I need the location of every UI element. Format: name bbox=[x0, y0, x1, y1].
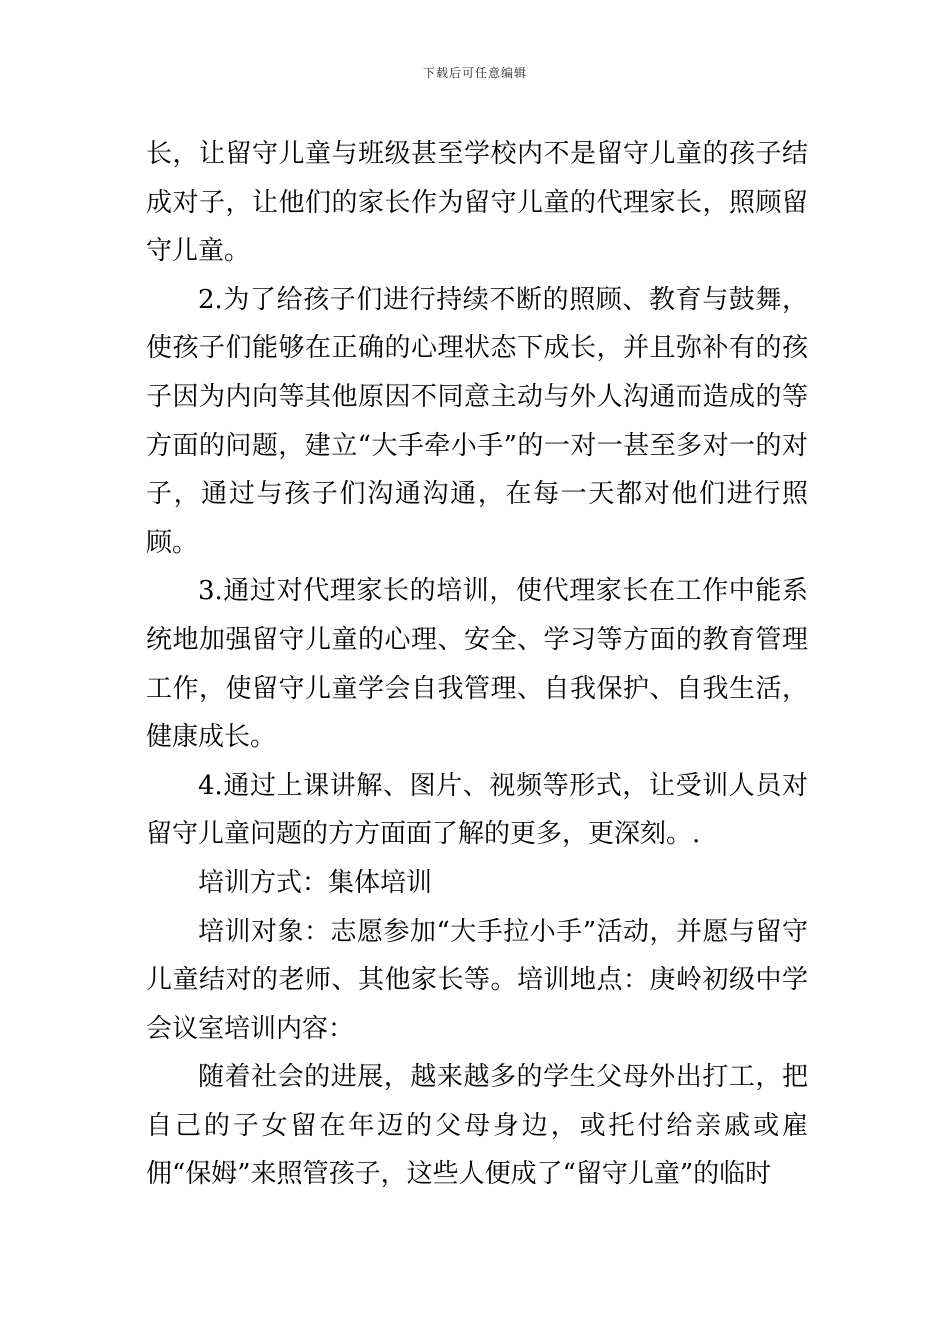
paragraph: 2.为了给孩子们进行持续不断的照顾、教育与鼓舞，使孩子们能够在正确的心理状态下成长，并且弥补有的孩子因为内向等其他原因不同意主动与外人沟通而造成的等方面的问题，建立“大手牵小手”的一对一甚至多对一的对子，通过与孩子们沟通沟通，在每一天都对他们进行照顾。 bbox=[146, 284, 808, 558]
paragraph: 培训方式：集体培训 bbox=[198, 867, 433, 898]
page-header: 下载后可任意编辑 bbox=[422, 66, 527, 80]
document-body bbox=[146, 130, 808, 1199]
paragraph: 随着社会的进展，越来越多的学生父母外出打工，把自己的子女留在年迈的父母身边，或托付给亲戚或雇佣“保姆”来照管孩子，这些人便成了“留守儿童”的临时 bbox=[146, 1062, 808, 1190]
paragraph: 长，让留守儿童与班级甚至学校内不是留守儿童的孩子结成对子，让他们的家长作为留守儿童的代理家长，照顾留守儿童。 bbox=[146, 139, 808, 267]
paragraph: 4.通过上课讲解、图片、视频等形式，让受训人员对留守儿童问题的方方面面了解的更多，更深刻。. bbox=[146, 770, 808, 850]
paragraph: 培训对象：志愿参加“大手拉小手”活动，并愿与留守儿童结对的老师、其他家长等。培训地点：庚岭初级中学会议室培训内容： bbox=[146, 916, 808, 1044]
paragraph: 3.通过对代理家长的培训，使代理家长在工作中能系统地加强留守儿童的心理、安全、学习等方面的教育管理工作，使留守儿童学会自我管理、自我保护、自我生活，健康成长。 bbox=[146, 576, 808, 753]
